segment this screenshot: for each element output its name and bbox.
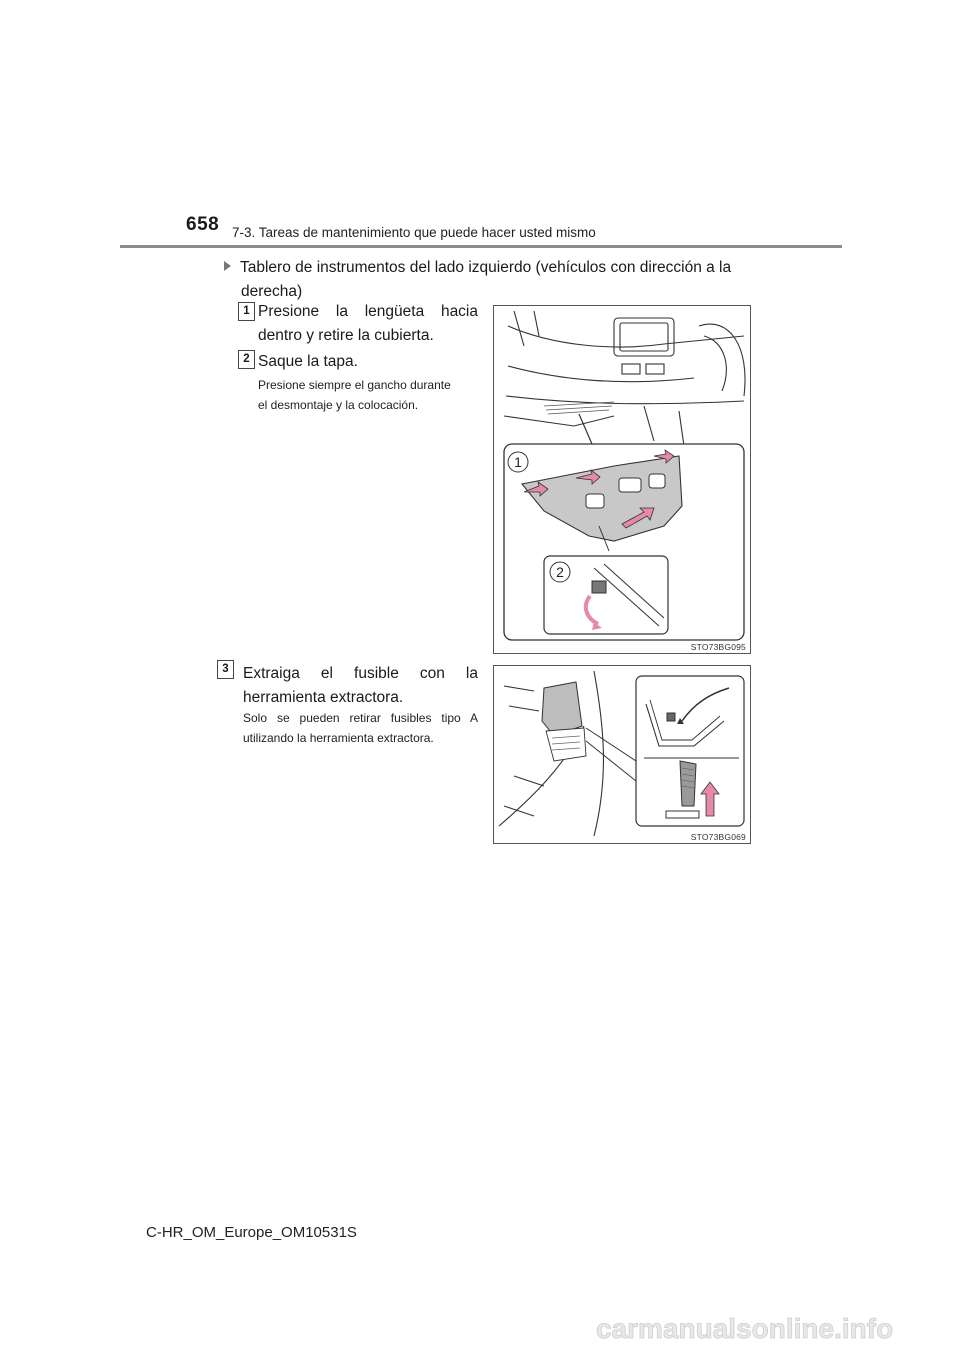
step-3-line-1: Extraiga el fusible con la <box>243 665 478 682</box>
step-2-note-line-1: Presione siempre el gancho durante <box>258 378 451 392</box>
figure-dashboard-cover <box>493 305 751 654</box>
step-1-line-2: dentro y retire la cubierta. <box>258 327 434 344</box>
step-3-line-2: herramienta extractora. <box>243 689 404 706</box>
dashboard-illustration <box>494 306 750 653</box>
step-1-line-1: Presione la lengüeta hacia <box>258 303 478 320</box>
step-number-1: 1 <box>238 302 255 321</box>
section-title: 7-3. Tareas de mantenimiento que puede hacer usted mismo <box>232 225 596 240</box>
figure-1-callout-2: 2 <box>556 564 564 580</box>
step-3-text <box>243 662 478 710</box>
page-number: 658 <box>186 214 220 235</box>
figure-1-callout-1: 1 <box>514 454 522 470</box>
step-2-note-line-2: el desmontaje y la colocación. <box>258 398 419 412</box>
document-id-footer: C-HR_OM_Europe_OM10531S <box>146 1224 357 1241</box>
step-3-note <box>243 708 478 748</box>
intro-line-1: Tablero de instrumentos del lado izquierdo (vehículos con dirección a la <box>240 259 732 276</box>
step-2-note <box>258 375 478 415</box>
watermark-text: carmanualsonline.info <box>596 1313 894 1344</box>
step-1-text <box>258 300 478 348</box>
header-rule <box>120 245 842 248</box>
intro-line-2: derecha) <box>241 283 303 300</box>
watermark-logo <box>596 1308 942 1350</box>
fuse-box-illustration <box>494 666 750 843</box>
intro-heading <box>224 256 748 304</box>
triangle-bullet-icon <box>224 261 231 271</box>
figure-fuse-extractor <box>493 665 751 844</box>
figure-2-code: STO73BG069 <box>690 832 746 842</box>
step-3-note-line-1: Solo se pueden retirar fusibles tipo A <box>243 711 478 725</box>
step-number-3: 3 <box>217 660 234 679</box>
step-number-2: 2 <box>238 350 255 369</box>
step-2-text: Saque la tapa. <box>258 353 358 370</box>
figure-1-code: STO73BG095 <box>690 642 746 652</box>
step-3-note-line-2: utilizando la herramienta extractora. <box>243 731 434 745</box>
